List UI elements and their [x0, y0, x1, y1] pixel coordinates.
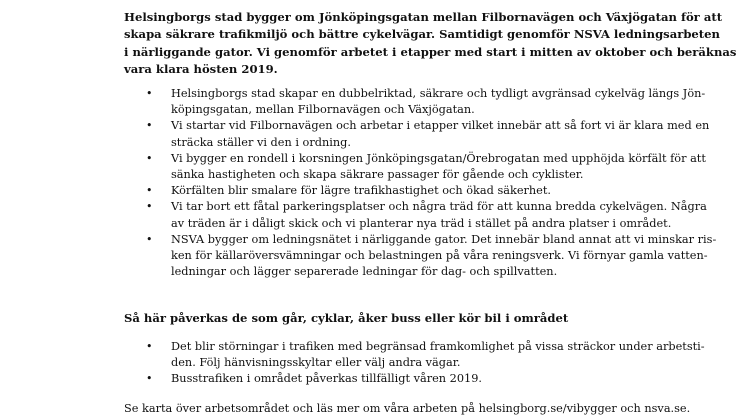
section-heading: Så här påverkas de som går, cyklar, åker buss eller kör bil i området	[124, 311, 569, 325]
list-item	[124, 199, 707, 231]
list-item-line: • NSVA bygger om ledningsnätet i närliggande gator. Det innebär bland annat att vi minskar ris-	[171, 232, 717, 246]
list-item	[124, 232, 717, 281]
list-item	[124, 86, 706, 118]
list-item-line: • Vi bygger en rondell i korsningen Jönköpingsgatan/Örebrogatan med upphöjda körfält för att	[171, 151, 706, 165]
list-item	[124, 371, 684, 387]
traffic-impact-list	[124, 339, 705, 388]
list-item-line: den. Följ hänvisningsskyltar eller välj andra vägar.	[171, 356, 461, 370]
list-item-line: köpingsgatan, mellan Filbornavägen och Växjögatan.	[171, 103, 475, 117]
list-item-line: • Körfälten blir smalare för lägre trafikhastighet och ökad säkerhet.	[171, 184, 552, 198]
intro-line: Helsingborgs stad bygger om Jönköpingsgatan mellan Filbornavägen och Växjögatan för att	[124, 10, 723, 24]
list-item-line: ken för källaröversvämningar och belastningen på våra reningsverk. Vi förnyar gamla vatten-	[171, 249, 708, 263]
list-item-line: • Helsingborgs stad skapar en dubbelriktad, säkrare och tydligt avgränsad cykelväg längs Jön-	[171, 87, 706, 100]
list-item	[124, 151, 706, 183]
list-item-line: • Vi startar vid Filbornavägen och arbetar i etapper vilket innebär att så fort vi är klara med en	[171, 119, 710, 133]
list-item-line: • Busstrafiken i området påverkas tillfälligt våren 2019.	[171, 372, 482, 386]
list-item-line: ledningar och lägger separerade ledningar för dag- och spillvatten.	[171, 265, 558, 279]
intro-line: i närliggande gator. Vi genomför arbetet i etapper med start i mitten av oktober och beräknas	[124, 44, 737, 59]
intro-line: skapa säkrare trafikmiljö och bättre cykelvägar. Samtidigt genomför NSVA ledningsarbeten	[124, 27, 720, 42]
list-item-line: av träden är i dåligt skick och vi planterar nya träd i stället på andra platser i området.	[171, 216, 672, 230]
list-item-line: sträcka ställer vi den i ordning.	[171, 135, 351, 149]
cropped-heading-fragment	[122, 0, 262, 2]
list-item-line: • Vi tar bort ett fåtal parkeringsplatser och några träd för att kunna bredda cykelvägen. Några	[171, 200, 707, 214]
intro-paragraph	[124, 9, 737, 79]
list-item	[124, 339, 705, 371]
intro-line: vara klara hösten 2019.	[124, 62, 278, 77]
footer-note: Se karta över arbetsområdet och läs mer om våra arbeten på helsingborg.se/vibygger och nsva.se.	[124, 402, 691, 415]
list-item	[124, 183, 684, 199]
project-details-list	[124, 86, 717, 280]
list-item	[124, 118, 710, 150]
list-item-line: • Det blir störningar i trafiken med begränsad framkomlighet på vissa sträckor under arbetsti-	[171, 340, 705, 353]
list-item-line: sänka hastigheten och skapa säkrare passager för gående och cyklister.	[171, 168, 584, 182]
